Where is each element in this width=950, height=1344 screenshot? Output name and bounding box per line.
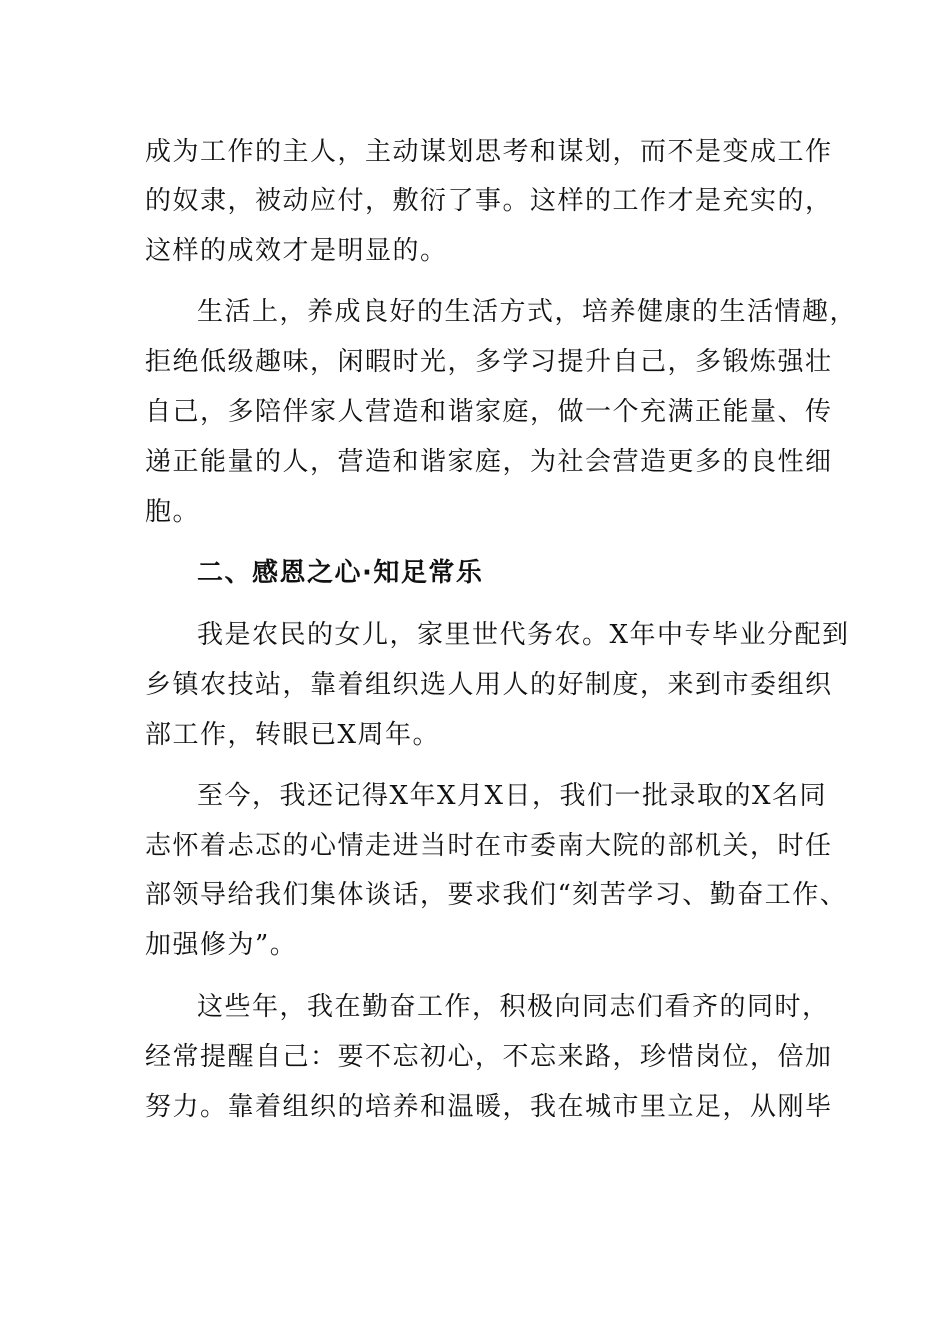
section-heading: 二、感恩之心·知足常乐	[197, 558, 484, 588]
paragraph-line: 我是农民的女儿，家里世代务农。X年中专毕业分配到	[197, 620, 850, 650]
paragraph-line: 自己，多陪伴家人营造和谐家庭，做一个充满正能量、传	[145, 397, 833, 427]
paragraph-line: 经常提醒自己：要不忘初心，不忘来路，珍惜岗位，倍加	[145, 1042, 833, 1072]
paragraph-line: 递正能量的人，营造和谐家庭，为社会营造更多的良性细	[145, 447, 833, 477]
paragraph-line: 加强修为”。	[145, 930, 298, 960]
paragraph-line: 乡镇农技站，靠着组织选人用人的好制度，来到市委组织	[145, 670, 833, 700]
paragraph-line: 的奴隶，被动应付，敷衍了事。这样的工作才是充实的，	[145, 186, 833, 216]
paragraph-line: 这样的成效才是明显的。	[145, 236, 448, 266]
paragraph-line: 至今，我还记得X年X月X日，我们一批录取的X名同	[197, 781, 828, 811]
paragraph-line: 努力。靠着组织的培养和温暖，我在城市里立足，从刚毕	[145, 1092, 833, 1122]
paragraph-line: 部领导给我们集体谈话，要求我们“刻苦学习、勤奋工作、	[145, 880, 848, 910]
paragraph-line: 部工作，转眼已X周年。	[145, 720, 441, 750]
paragraph-line: 胞。	[145, 497, 201, 527]
paragraph-line: 这些年，我在勤奋工作，积极向同志们看齐的同时，	[197, 992, 830, 1022]
paragraph-line: 拒绝低级趣味，闲暇时光，多学习提升自己，多锻炼强壮	[145, 347, 833, 377]
paragraph-line: 成为工作的主人，主动谋划思考和谋划，而不是变成工作	[145, 137, 833, 167]
paragraph-line: 生活上，养成良好的生活方式，培养健康的生活情趣，	[197, 297, 858, 327]
paragraph-line: 志怀着忐忑的心情走进当时在市委南大院的部机关，时任	[145, 831, 833, 861]
